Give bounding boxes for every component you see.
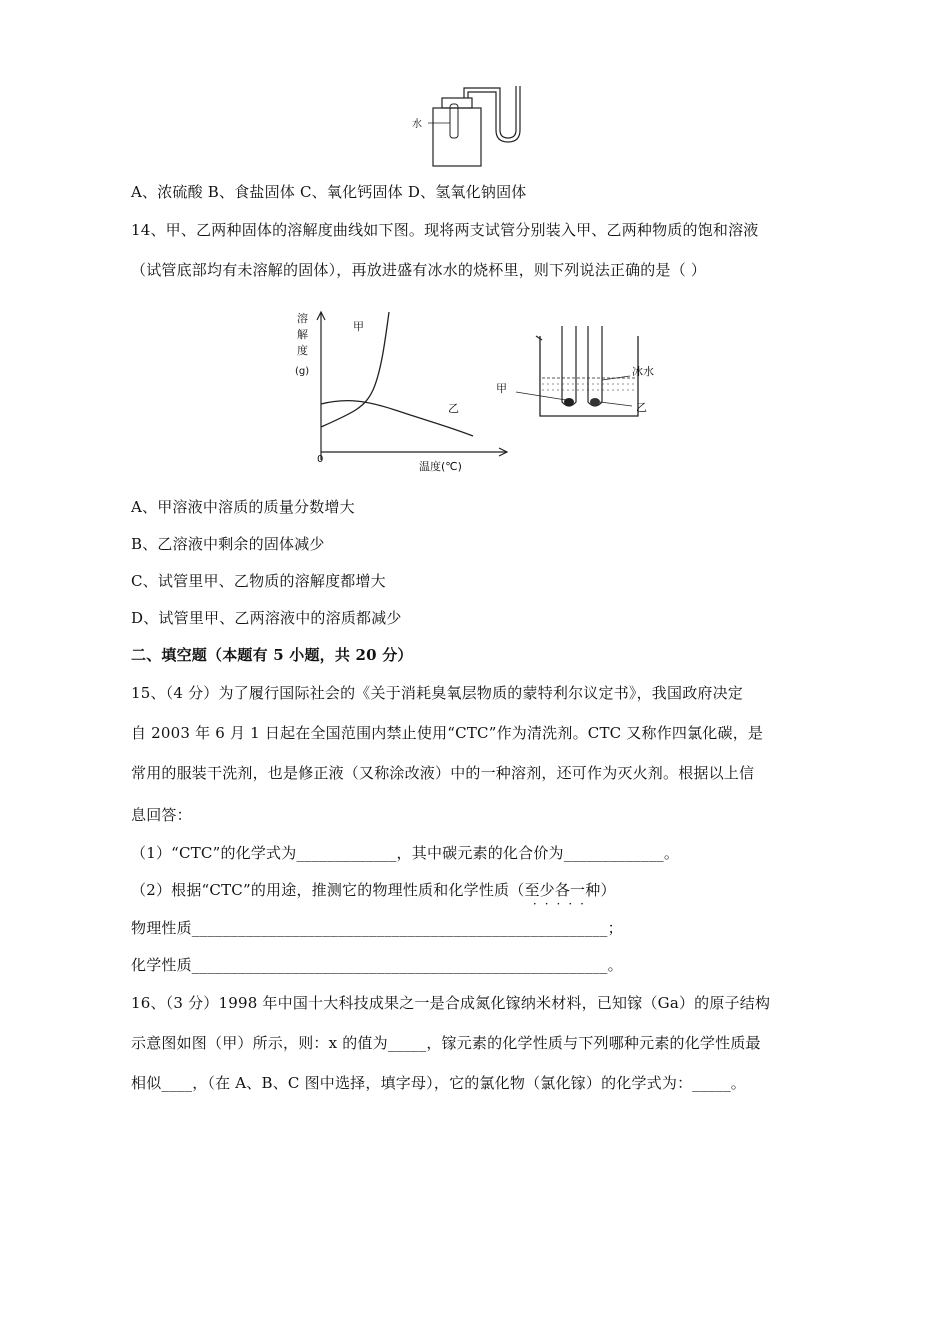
test-tube-inner: [450, 104, 458, 138]
q15-line3: 常用的服装干洗剂，也是修正液（又称涂改液）中的一种溶剂，还可作为灭火剂。根据以上信: [131, 764, 755, 782]
q15-sub2-post: ）: [600, 881, 616, 899]
water-label: 水: [412, 119, 422, 130]
beaker-label-yi: 乙: [636, 401, 647, 414]
q15-physical-property: 物理性质______________________________________________________；: [131, 919, 623, 937]
q14-stem-line2: （试管底部均有未溶解的固体），再放进盛有冰水的烧杯里，则下列说法正确的是（ ）: [131, 261, 707, 279]
q15-chemical-property: 化学性质______________________________________________________。: [131, 956, 623, 974]
q14-option-d: D、试管里甲、乙两溶液中的溶质都减少: [131, 609, 402, 627]
q14-option-c: C、试管里甲、乙物质的溶解度都增大: [131, 572, 386, 590]
curve-label-yi: 乙: [448, 402, 459, 415]
q14-stem-line1: 14、甲、乙两种固体的溶解度曲线如下图。现将两支试管分别装入甲、乙两种物质的饱和溶液: [131, 221, 759, 239]
q15-sub2: [131, 880, 616, 911]
q16-line3: 相似____，（在 A、B、C 图中选择，填字母），它的氯化物（氯化镓）的化学式为：_____。: [131, 1074, 746, 1092]
q16-line2: 示意图如图（甲）所示，则：x 的值为_____，镓元素的化学性质与下列哪种元素的化学性质最: [131, 1034, 761, 1052]
beaker-ice-water-figure: [490, 320, 670, 430]
x-axis-label: 温度(℃): [419, 460, 462, 473]
y-label-3: 度: [297, 344, 308, 357]
q13-options: A、浓硫酸 B、食盐固体 C、氧化钙固体 D、氢氧化钠固体: [131, 183, 527, 201]
q14-option-b: B、乙溶液中剩余的固体减少: [131, 535, 325, 553]
bottle-stopper: [442, 98, 472, 108]
y-label-1: 溶: [297, 312, 308, 325]
solid-yi: [590, 398, 600, 406]
beaker-label-ice-water: 冰水: [632, 365, 654, 378]
q15-line4: 息回答：: [131, 806, 192, 824]
solubility-curve-graph: [285, 302, 515, 480]
apparatus-u-tube-figure: [410, 82, 540, 170]
q14-option-a: A、甲溶液中溶质的质量分数增大: [131, 498, 355, 516]
q15-sub2-emphasis: 至少各一种 ·····: [524, 881, 601, 911]
q16-line1: 16、（3 分）1998 年中国十大科技成果之一是合成氮化镓纳米材料，已知镓（Ga）的原子结构: [131, 994, 771, 1012]
q15-line1: 15、（4 分）为了履行国际社会的《关于消耗臭氧层物质的蒙特利尔议定书》，我国政府决定: [131, 684, 744, 702]
beaker-label-jia: 甲: [496, 382, 507, 395]
section-2-title: 二、填空题（本题有 5 小题，共 20 分）: [131, 646, 413, 664]
beaker: [540, 336, 638, 416]
q15-sub1: （1）“CTC”的化学式为_____________，其中碳元素的化合价为_____________。: [131, 844, 680, 862]
y-label-2: 解: [297, 328, 308, 341]
delivery-tube: [464, 86, 516, 138]
test-tube-yi: [588, 326, 602, 406]
curve-label-jia: 甲: [353, 320, 364, 333]
q15-sub2-pre: （2）根据“CTC”的用途，推测它的物理性质和化学性质（: [131, 881, 525, 899]
solid-jia: [564, 398, 574, 406]
origin-label: 0: [317, 454, 324, 465]
test-tube-jia: [562, 326, 576, 406]
y-unit: (g): [295, 366, 310, 377]
q15-line2: 自 2003 年 6 月 1 日起在全国范围内禁止使用“CTC”作为清洗剂。CTC 又称作四氯化碳，是: [131, 724, 764, 742]
